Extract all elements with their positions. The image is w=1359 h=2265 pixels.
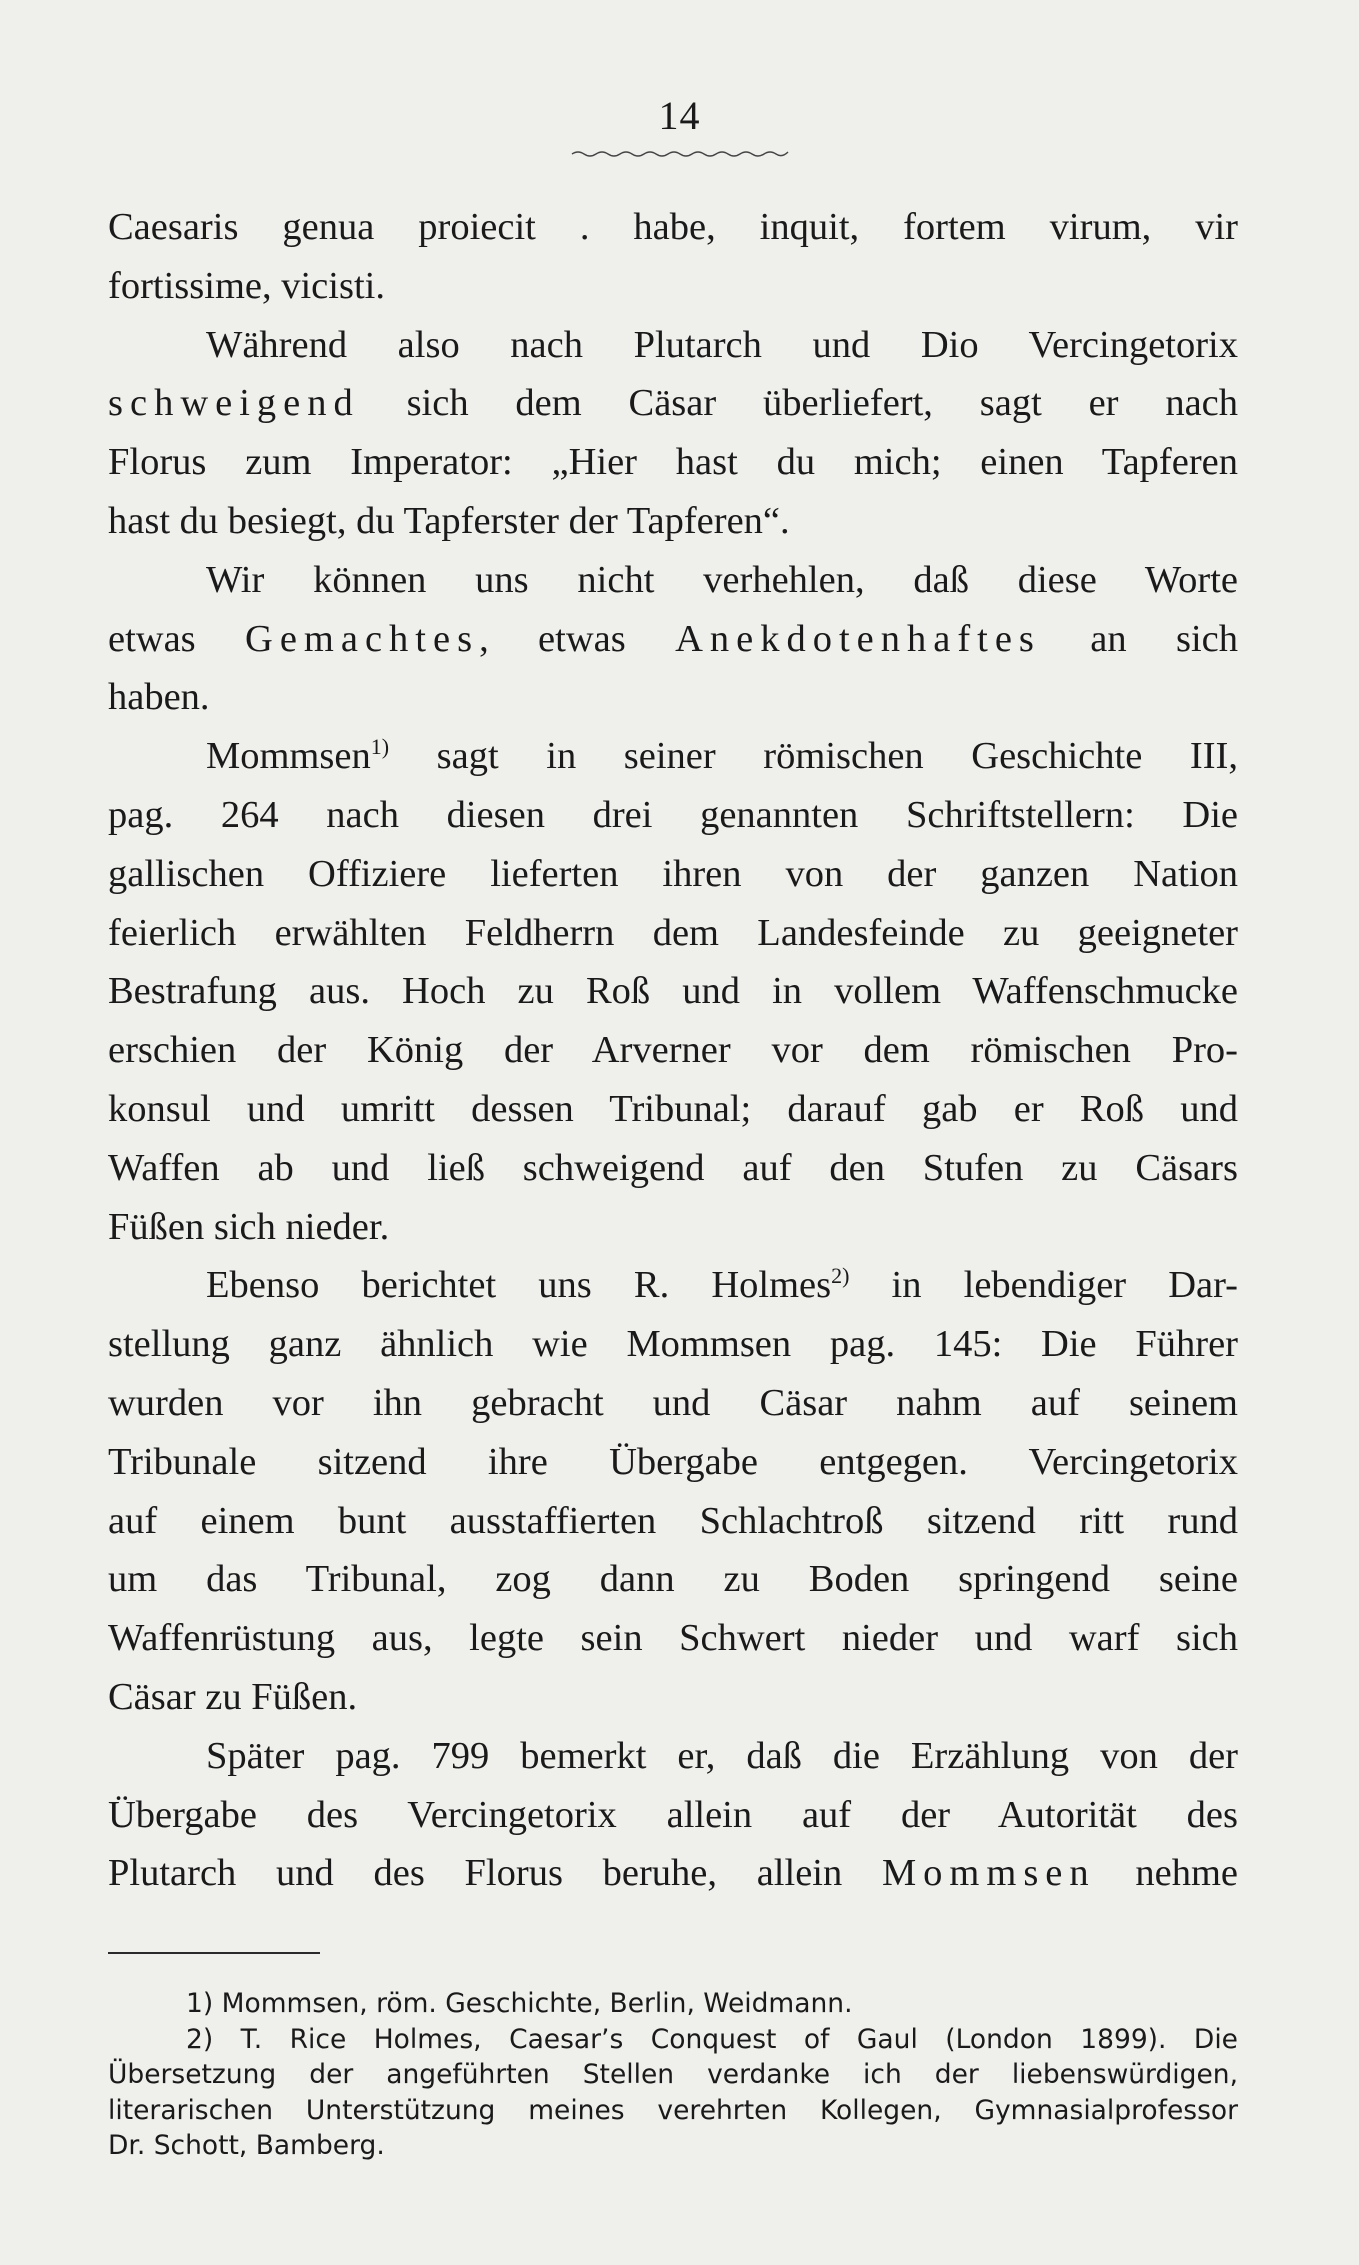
text-run: an sich: [1040, 617, 1238, 660]
text-line: gallischen Offiziere lieferten ihren von der ganzen Nation: [108, 852, 1238, 895]
text-line: Während also nach Plutarch und Dio Vercingetorix: [206, 323, 1238, 366]
text-line: [108, 727, 1238, 786]
header-ornament: [570, 148, 792, 158]
text-line: um das Tribunal, zog dann zu Boden springend seine: [108, 1558, 1238, 1601]
text-line: pag. 264 nach diesen drei genannten Schriftstellern: Die: [108, 793, 1238, 836]
footnotes: [108, 1986, 1238, 2164]
text-run: etwas: [108, 617, 246, 660]
footnote-marker: 2): [831, 1263, 850, 1289]
emphasis-text: Mommsen: [881, 1852, 1096, 1895]
text-line: Waffen ab und ließ schweigend auf den Stufen zu Cäsars: [108, 1146, 1238, 1189]
text-line: [108, 1844, 1238, 1903]
text-line: [108, 610, 1238, 669]
text-run: Plutarch und des Florus beruhe, allein: [108, 1852, 882, 1895]
footnote-line: Übersetzung der angeführten Stellen verdanke ich der liebenswürdigen,: [108, 2059, 1238, 2090]
text-line: Später pag. 799 bemerkt er, daß die Erzählung von der: [206, 1734, 1238, 1777]
text-line: stellung ganz ähnlich wie Mommsen pag. 145: Die Führer: [108, 1323, 1238, 1366]
body-text: [108, 198, 1238, 1903]
text-line: auf einem bunt ausstaffierten Schlachtroß sitzend ritt rund: [108, 1499, 1238, 1542]
emphasis-text: Anekdotenhaftes: [675, 617, 1041, 660]
footnote-marker: 1): [370, 734, 390, 760]
emphasis-text: Gemachtes: [245, 617, 480, 660]
text-run: nehme: [1095, 1852, 1238, 1895]
text-run: sagt in seiner römischen Geschichte III,: [389, 735, 1238, 778]
text-line: Cäsar zu Füßen.: [108, 1675, 358, 1718]
text-run: in lebendiger Dar-: [849, 1264, 1238, 1307]
text-line: fortissime, vicisti.: [108, 264, 385, 307]
text-line: Füßen sich nieder.: [108, 1205, 390, 1248]
text-line: Wir können uns nicht verhehlen, daß diese Worte: [206, 558, 1238, 601]
text-run: Ebenso berichtet uns R. Holmes: [206, 1264, 832, 1307]
text-run: sich dem Cäsar überliefert, sagt er nach: [359, 382, 1238, 425]
footnote-line: literarischen Unterstützung meines verehrten Kollegen, Gymnasialprofessor: [108, 2094, 1238, 2126]
text-line: [108, 374, 1238, 433]
text-line: haben.: [108, 676, 210, 719]
text-line: Übergabe des Vercingetorix allein auf der Autorität des: [108, 1793, 1238, 1836]
footnote-2: 2) T. Rice Holmes, Caesar’s Conquest of Gaul (London 1899). Die: [186, 2023, 1238, 2055]
text-line: wurden vor ihn gebracht und Cäsar nahm auf seinem: [108, 1381, 1238, 1424]
text-line: erschien der König der Arverner vor dem römischen Pro-: [108, 1029, 1238, 1072]
page-number: 14: [658, 93, 701, 138]
text-line: hast du besiegt, du Tapferster der Tapferen“.: [108, 499, 790, 542]
text-run: Mommsen: [206, 735, 371, 778]
text-line: konsul und umritt dessen Tribunal; darauf gab er Roß und: [108, 1087, 1238, 1130]
footnote-rule: [108, 1952, 320, 1954]
footnote-1: 1) Mommsen, röm. Geschichte, Berlin, Weidmann.: [186, 1988, 853, 2019]
footnote-line: Dr. Schott, Bamberg.: [108, 2130, 385, 2161]
text-line: Bestrafung aus. Hoch zu Roß und in vollem Waffenschmucke: [108, 970, 1238, 1013]
text-line: Tribunale sitzend ihre Übergabe entgegen. Vercingetorix: [108, 1440, 1238, 1483]
text-line: Waffenrüstung aus, legte sein Schwert nieder und warf sich: [108, 1617, 1238, 1660]
text-line: Caesaris genua proiecit . habe, inquit, fortem virum, vir: [108, 206, 1238, 248]
text-run: , etwas: [479, 617, 676, 660]
text-line: [108, 1256, 1238, 1315]
text-line: Florus zum Imperator: „Hier hast du mich; einen Tapferen: [108, 441, 1238, 484]
emphasis-text: schweigend: [108, 382, 360, 425]
text-line: feierlich erwählten Feldherrn dem Landesfeinde zu geeigneter: [108, 911, 1238, 954]
